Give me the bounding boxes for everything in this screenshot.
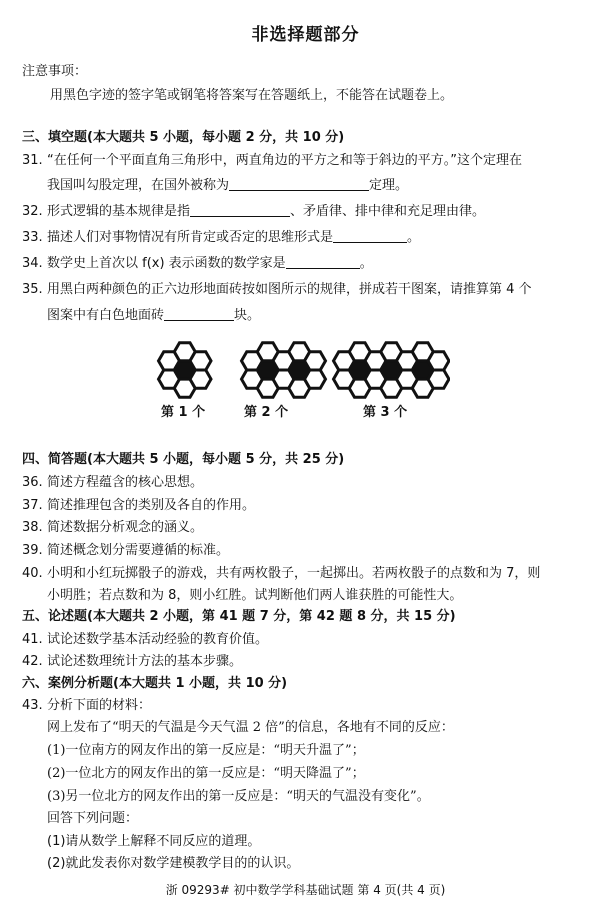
section3-heading: 三、填空题(本大题共 5 小题，每小题 2 分，共 10 分) [22,130,345,145]
section5-heading: 五、论述题(本大题共 2 小题，第 41 题 7 分，第 42 题 8 分，共 15 分) [22,609,456,624]
answer-blank[interactable] [190,204,290,217]
q43-material-line: 网上发布了“明天的气温是今天气温 2 倍”的信息，各地有不同的反应： [47,720,454,735]
q43-prompt: 回答下列问题： [47,811,139,826]
q32-text-b: 、矛盾律、排中律和充足理由律。 [290,204,486,219]
q40-number: 40. [22,566,43,581]
q35-number: 35. [22,282,43,297]
q34-number: 34. [22,256,43,271]
q36-text: 简述方程蕴含的核心思想。 [47,475,204,490]
q43-material-line: (1)一位南方的网友作出的第一反应是：“明天升温了”； [47,743,365,758]
answer-blank[interactable] [286,256,360,269]
figure-caption-3: 第 3 个 [363,405,408,420]
page-title: 非选择题部分 [251,25,360,45]
q33-text-a: 描述人们对事物情况有所肯定或否定的思维形式是 [47,230,334,245]
q43-number: 43. [22,698,43,713]
answer-blank[interactable] [333,230,407,243]
q42 [22,654,242,670]
q33-number: 33. [22,230,43,245]
q35-line2-b: 块。 [234,308,261,323]
q40-line2: 小明胜；若点数和为 8，则小红胜。试判断他们两人谁获胜的可能性大。 [47,588,463,603]
q33-text-b: 。 [407,230,421,245]
q35 [22,282,532,298]
q40-line1: 小明和小红玩掷骰子的游戏，共有两枚骰子，一起掷出。若两枚骰子的点数和为 7，则 [47,566,541,581]
white-hexagon-tile [428,370,449,388]
q35-line2-a: 图案中有白色地面砖 [47,308,165,323]
q41-number: 41. [22,632,43,647]
figure-caption-2: 第 2 个 [244,405,289,420]
section6-heading: 六、案例分析题(本大题共 1 小题，共 10 分) [22,676,288,691]
q43-subquestion: (1)请从数学上解释不同反应的道理。 [47,834,261,849]
q32-number: 32. [22,204,43,219]
q31-line2-b: 定理。 [369,178,409,193]
q37-number: 37. [22,498,43,513]
q31-number: 31. [22,153,43,168]
q39 [22,543,229,559]
q41-text: 试论述数学基本活动经验的教育价值。 [47,632,269,647]
white-hexagon-tile [190,370,211,388]
section4-heading: 四、简答题(本大题共 5 小题，每小题 5 分，共 25 分) [22,452,345,467]
answer-blank[interactable] [229,178,369,191]
page-footer: 浙 09293# 初中数学学科基础试题 第 4 页(共 4 页) [165,883,446,897]
white-hexagon-tile [428,352,449,370]
q43-subquestion: (2)就此发表你对数学建模教学目的的认识。 [47,856,300,871]
q31-line2-a: 我国叫勾股定理，在国外被称为 [47,178,230,193]
q37-text: 简述推理包含的类别及各自的作用。 [47,498,256,513]
q32 [22,204,485,220]
q38-text: 简述数据分析观念的涵义。 [47,520,204,535]
white-hexagon-tile [190,352,211,370]
q43-intro: 分析下面的材料： [47,698,152,713]
q39-number: 39. [22,543,43,558]
q41 [22,632,268,648]
q32-text-a: 形式逻辑的基本规律是指 [47,204,191,219]
notice-heading: 注意事项： [22,64,88,79]
q31-line1: “在任何一个平面直角三角形中，两直角边的平方之和等于斜边的平方。”这个定理在 [47,153,522,168]
q38-number: 38. [22,520,43,535]
answer-blank[interactable] [164,308,234,321]
q42-text: 试论述数理统计方法的基本步骤。 [47,654,243,669]
q37 [22,498,255,514]
white-hexagon-tile [305,370,326,388]
q39-text: 简述概念划分需要遵循的标准。 [47,543,230,558]
q38 [22,520,203,536]
q35-line2 [47,308,260,324]
q43 [22,698,151,714]
q40 [22,566,540,582]
q31-line2 [47,178,408,194]
q43-material-line: (3)另一位北方的网友作出的第一反应是：“明天的气温没有变化”。 [47,789,430,804]
q36-number: 36. [22,475,43,490]
white-hexagon-tile [305,352,326,370]
q31 [22,153,522,169]
q34-text-a: 数学史上首次以 f(x) 表示函数的数学家是 [47,256,286,271]
q35-line1: 用黑白两种颜色的正六边形地面砖按如图所示的规律，拼成若干图案，请推算第 4 个 [47,282,532,297]
notice-text: 用黑色字迹的签字笔或钢笔将答案写在答题纸上，不能答在试题卷上。 [50,88,454,103]
figure-caption-1: 第 1 个 [161,405,206,420]
q36 [22,475,203,491]
q34-text-b: 。 [359,256,373,271]
q34 [22,256,373,272]
q42-number: 42. [22,654,43,669]
q33 [22,230,420,246]
q43-material-line: (2)一位北方的网友作出的第一反应是：“明天降温了”； [47,766,365,781]
